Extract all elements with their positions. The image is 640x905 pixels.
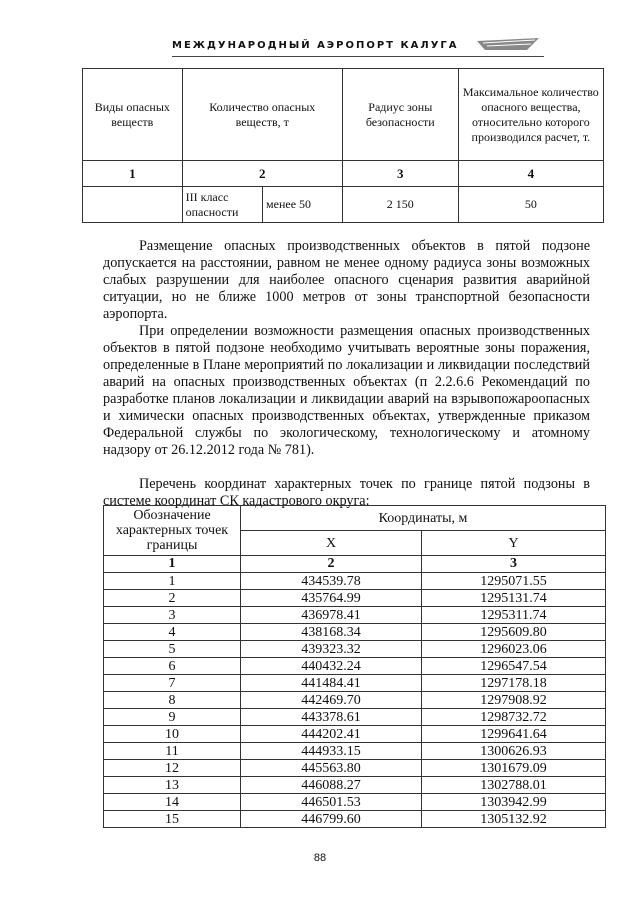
table-row [104, 624, 606, 641]
y-cell: 1297178.18 [422, 675, 606, 692]
x-cell: 439323.32 [241, 641, 422, 658]
x-cell: 434539.78 [241, 573, 422, 590]
paragraph: При определении возможности размещения опасных производственных объектов в пятой подзоне необходимо учитывать вероятные зоны поражения, определенные в Плане мероприятий по локализации и ликвидации последствий аварий на опасных производственных объектах (п 2.2.6.6 Рекомендаций по разработке планов локализации и ликвидации аварий на взрывопожароопасных и химически опасных производственных объектах, утвержденные приказом Федеральной службы по экологическому, технологическому и атомному надзору от 26.12.2012 года № 781). [103, 323, 590, 458]
y-cell: 1300626.93 [422, 743, 606, 760]
point-cell: 13 [104, 777, 241, 794]
table-row [104, 573, 606, 590]
page-number: 88 [313, 852, 327, 864]
type-cell [83, 187, 183, 223]
table-row [104, 692, 606, 709]
y-cell: 1295071.55 [422, 573, 606, 590]
point-cell: 7 [104, 675, 241, 692]
table-row [104, 743, 606, 760]
y-cell: 1301679.09 [422, 760, 606, 777]
point-cell: 11 [104, 743, 241, 760]
x-cell: 445563.80 [241, 760, 422, 777]
airport-logo-icon [477, 38, 539, 50]
amount-cell: менее 50 [263, 187, 343, 223]
y-cell: 1296547.54 [422, 658, 606, 675]
table-row [104, 658, 606, 675]
x-cell: 441484.41 [241, 675, 422, 692]
header-x: X [241, 531, 422, 556]
point-cell: 6 [104, 658, 241, 675]
point-cell: 5 [104, 641, 241, 658]
coordinates-table [103, 505, 606, 828]
table-row [104, 590, 606, 607]
point-cell: 14 [104, 794, 241, 811]
x-cell: 440432.24 [241, 658, 422, 675]
header-cell: Обозначение характерных точек границы [104, 506, 241, 556]
table-row [104, 641, 606, 658]
page-header [172, 38, 544, 57]
x-cell: 443378.61 [241, 709, 422, 726]
y-cell: 1295609.80 [422, 624, 606, 641]
y-cell: 1297908.92 [422, 692, 606, 709]
point-cell: 2 [104, 590, 241, 607]
paragraph: Размещение опасных производственных объектов в пятой подзоне допускается на расстоянии, равном не менее одному радиуса зоны возможных слабых разрушении для наиболее опасного сценария развития аварийной ситуации, но не ближе 1000 метров от зоны транспортной безопасности аэропорта. [103, 238, 590, 322]
y-cell: 1295131.74 [422, 590, 606, 607]
header-cell: Координаты, м [241, 506, 606, 531]
table-row [104, 675, 606, 692]
y-cell: 1303942.99 [422, 794, 606, 811]
x-cell: 438168.34 [241, 624, 422, 641]
x-cell: 446088.27 [241, 777, 422, 794]
y-cell: 1298732.72 [422, 709, 606, 726]
x-cell: 444933.15 [241, 743, 422, 760]
header-org-name: МЕЖДУНАРОДНЫЙ АЭРОПОРТ КАЛУГА [172, 40, 459, 51]
body-text [103, 238, 590, 510]
header-cell: Количество опасных веществ, т [182, 69, 342, 161]
point-cell: 4 [104, 624, 241, 641]
table-row [83, 187, 604, 223]
hazardous-substances-table [82, 68, 604, 223]
table-row [104, 607, 606, 624]
point-cell: 12 [104, 760, 241, 777]
table-row [104, 760, 606, 777]
max-cell: 50 [458, 187, 603, 223]
header-cell: Радиус зоны безопасности [342, 69, 458, 161]
table-row [104, 709, 606, 726]
point-cell: 1 [104, 573, 241, 590]
point-cell: 9 [104, 709, 241, 726]
point-cell: 3 [104, 607, 241, 624]
x-cell: 446501.53 [241, 794, 422, 811]
point-cell: 15 [104, 811, 241, 828]
table-row [104, 794, 606, 811]
y-cell: 1299641.64 [422, 726, 606, 743]
column-number: 4 [458, 161, 603, 187]
y-cell: 1302788.01 [422, 777, 606, 794]
y-cell: 1305132.92 [422, 811, 606, 828]
y-cell: 1296023.06 [422, 641, 606, 658]
x-cell: 435764.99 [241, 590, 422, 607]
point-cell: 8 [104, 692, 241, 709]
class-cell: III класс опасности [182, 187, 262, 223]
radius-cell: 2 150 [342, 187, 458, 223]
x-cell: 446799.60 [241, 811, 422, 828]
x-cell: 442469.70 [241, 692, 422, 709]
header-y: Y [422, 531, 606, 556]
header-cell: Максимальное количество опасного вещества, относительно которого производился расчет, т. [458, 69, 603, 161]
column-number: 2 [182, 161, 342, 187]
x-cell: 444202.41 [241, 726, 422, 743]
table-row [104, 811, 606, 828]
table-row [104, 777, 606, 794]
header-cell: Виды опасных веществ [83, 69, 183, 161]
table-row [104, 726, 606, 743]
column-number: 1 [83, 161, 183, 187]
column-number: 3 [342, 161, 458, 187]
column-number: 3 [422, 556, 606, 573]
y-cell: 1295311.74 [422, 607, 606, 624]
point-cell: 10 [104, 726, 241, 743]
column-number: 2 [241, 556, 422, 573]
x-cell: 436978.41 [241, 607, 422, 624]
column-number: 1 [104, 556, 241, 573]
paragraph: Перечень координат характерных точек по границе пятой подзоны в системе координат СК кадастрового округа: [103, 476, 590, 509]
